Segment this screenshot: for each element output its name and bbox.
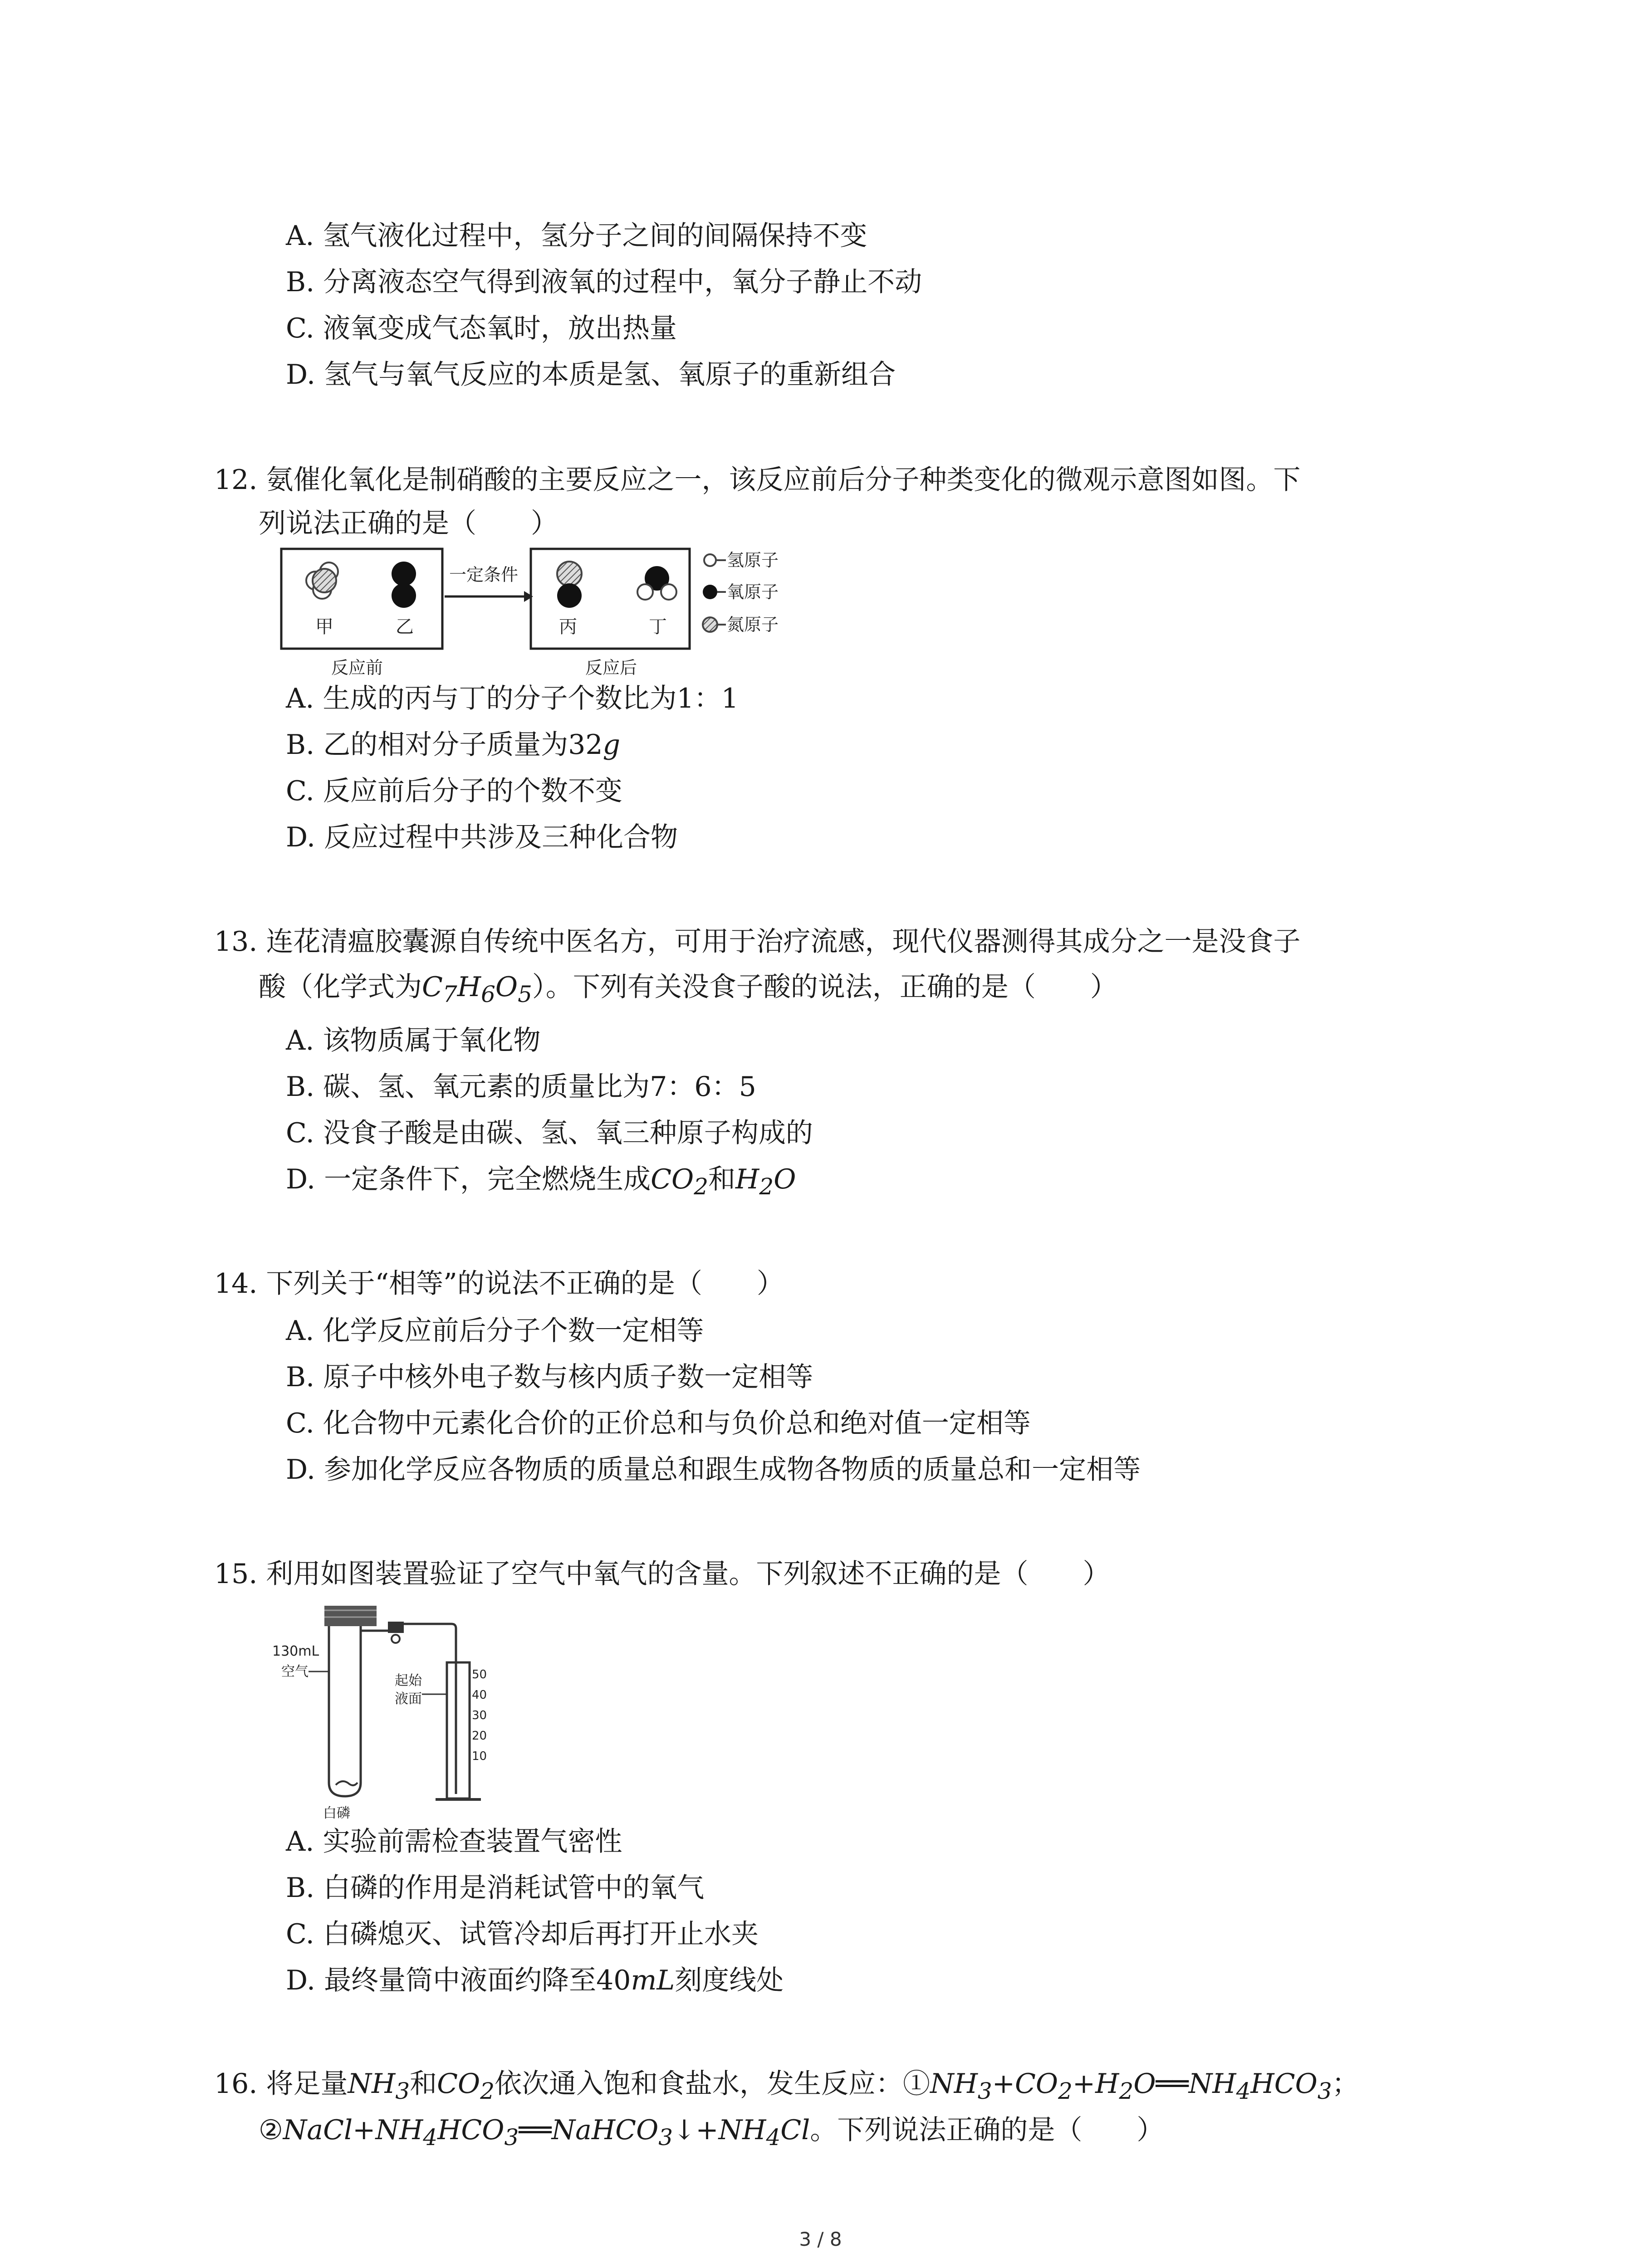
after-caption: 反应后: [585, 658, 637, 678]
q15-stem: 15. 利用如图装置验证了空气中氧气的含量。下列叙述不正确的是（ ）: [214, 1558, 1110, 1590]
legend-hydrogen: [704, 550, 779, 570]
label-bing: 丙: [559, 616, 577, 637]
svg-text:30: 30: [472, 1709, 487, 1722]
q15-option-b: B. 白磷的作用是消耗试管中的氧气: [286, 1872, 705, 1904]
q12-stem-line2: 列说法正确的是（ ）: [259, 508, 558, 539]
q13-option-a: A. 该物质属于氧化物: [286, 1025, 541, 1056]
q14-option-b: B. 原子中核外电子数与核内质子数一定相等: [286, 1361, 813, 1393]
svg-text:20: 20: [472, 1729, 487, 1743]
svg-text:氢原子: 氢原子: [727, 550, 779, 570]
q12-condition-label: 一定条件: [449, 565, 519, 585]
q16-stem-line2: $②NaCl+NH_4HCO_3══NaHCO_3↓+NH_4Cl$。下列说法正确的是（ ）: [259, 2114, 1164, 2151]
q13-stem-line1: 13. 连花清瘟胶囊源自传统中医名方，可用于治疗流感，现代仪器测得其成分之一是没食子: [214, 926, 1301, 958]
legend-nitrogen: [703, 615, 779, 635]
label-yi: 乙: [396, 616, 414, 637]
q12-option-d: D. 反应过程中共涉及三种化合物: [286, 821, 678, 853]
q15-apparatus-diagram: [272, 1603, 535, 1821]
q12-option-a: A. 生成的丙与丁的分子个数比为1：1: [286, 683, 739, 714]
q11-option-c: C. 液氧变成气态氧时，放出热量: [286, 313, 677, 344]
start-level-label-2: 液面: [395, 1691, 422, 1707]
svg-text:氧原子: 氧原子: [727, 582, 779, 602]
legend-oxygen: [703, 582, 779, 602]
q11-option-d: D. 氢气与氧气反应的本质是氢、氧原子的重新组合: [286, 359, 896, 391]
q12-reaction-diagram: [272, 542, 862, 683]
label-ding: 丁: [649, 616, 667, 637]
svg-text:氮原子: 氮原子: [727, 615, 779, 635]
svg-text:50: 50: [472, 1668, 487, 1681]
q12-option-c: C. 反应前后分子的个数不变: [286, 775, 622, 807]
q13-option-c: C. 没食子酸是由碳、氢、氧三种原子构成的: [286, 1117, 813, 1149]
molecule-jia: [306, 562, 338, 599]
q16-stem-line1: 16. 将足量$NH_3$和$CO_2$依次通入饱和食盐水，发生反应：$①NH_3+CO_2+H_2O══NH_4HCO_3$；: [214, 2068, 1359, 2104]
q14-option-a: A. 化学反应前后分子个数一定相等: [286, 1315, 704, 1347]
q11-option-b: B. 分离液态空气得到液氧的过程中，氧分子静止不动: [286, 266, 922, 298]
svg-text:40: 40: [472, 1688, 487, 1702]
q13-option-b: B. 碳、氢、氧元素的质量比为7：6：5: [286, 1071, 756, 1103]
molecule-ding: [637, 566, 676, 600]
svg-text:10: 10: [472, 1750, 487, 1763]
q15-option-a: A. 实验前需检查装置气密性: [286, 1826, 622, 1857]
q12-option-b: B. 乙的相对分子质量为32g: [286, 729, 621, 761]
page-number: 3 / 8: [799, 2228, 842, 2250]
molecule-bing: [557, 562, 582, 608]
q14-option-c: C. 化合物中元素化合价的正价总和与负价总和绝对值一定相等: [286, 1408, 1031, 1439]
q15-option-d: D. 最终量筒中液面约降至40mL刻度线处: [286, 1965, 784, 1996]
label-jia: 甲: [315, 616, 333, 637]
molecule-yi: [392, 562, 416, 608]
q11-option-a: A. 氢气液化过程中，氢分子之间的间隔保持不变: [286, 220, 867, 252]
q13-option-d: D. 一定条件下，完全燃烧生成$CO_2$和$H_2O$: [286, 1163, 796, 1200]
volume-label: 130mL: [272, 1643, 319, 1659]
q14-stem: 14. 下列关于“相等”的说法不正确的是（ ）: [214, 1268, 784, 1300]
q13-stem-line2: 酸（化学式为$C_7H_6O_5$）。下列有关没食子酸的说法，正确的是（ ）: [259, 971, 1117, 1007]
air-label: 空气: [281, 1664, 309, 1680]
formula-gallic-acid: $C_7H_6O_5$: [422, 971, 532, 1007]
start-level-label-1: 起始: [395, 1673, 422, 1689]
q12-stem-line1: 12. 氨催化氧化是制硝酸的主要反应之一，该反应前后分子种类变化的微观示意图如图。下: [214, 464, 1301, 496]
phosphorus-label: 白磷: [323, 1805, 350, 1821]
q14-option-d: D. 参加化学反应各物质的质量总和跟生成物各物质的质量总和一定相等: [286, 1454, 1141, 1486]
q15-option-c: C. 白磷熄灭、试管冷却后再打开止水夹: [286, 1918, 759, 1950]
before-caption: 反应前: [331, 658, 383, 678]
